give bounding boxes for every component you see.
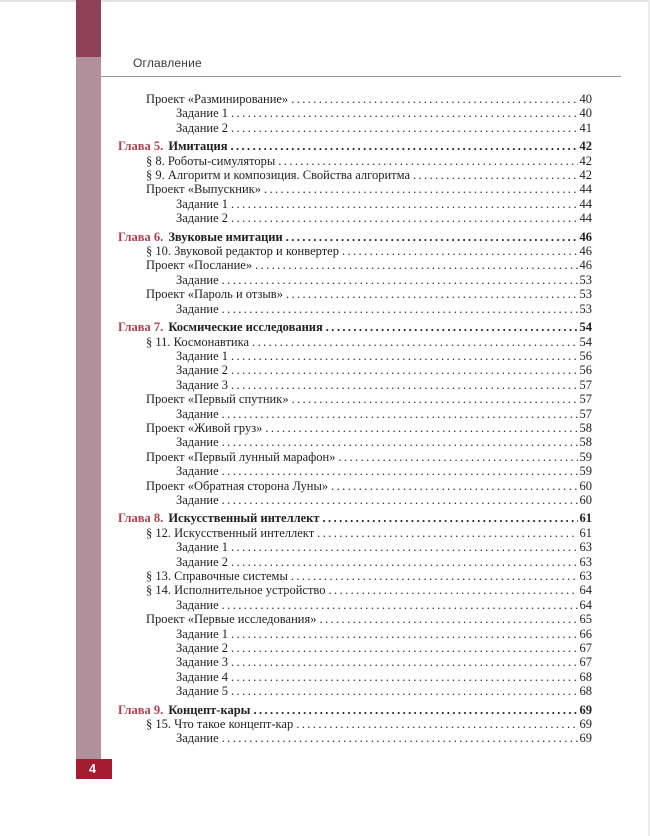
toc-entry-page: 64	[579, 597, 592, 612]
toc-entry-page: 67	[579, 655, 592, 670]
toc-entry-label: Задание	[176, 435, 219, 450]
dot-leader	[413, 168, 577, 182]
toc-entry-label: Задание	[176, 464, 219, 479]
dot-leader	[231, 349, 577, 363]
dot-leader	[291, 569, 578, 583]
toc-entry-task	[118, 197, 592, 211]
toc-entry-page: 65	[579, 612, 592, 627]
dot-leader	[286, 230, 578, 244]
toc-entry-page: 57	[579, 406, 592, 421]
toc-entry-label: Задание 5	[176, 684, 229, 699]
toc-entry-page: 56	[579, 348, 592, 363]
toc-entry-page: 59	[579, 464, 592, 479]
toc-entry-label: Задание 2	[176, 211, 229, 226]
toc-entry-page: 58	[579, 420, 592, 435]
side-strip-top-block	[76, 0, 101, 57]
dot-leader	[231, 670, 577, 684]
toc-entry-task	[118, 731, 592, 745]
toc-entry-page: 40	[579, 106, 592, 121]
toc-entry-page: 40	[579, 92, 592, 106]
chapter-title: Концепт-кары	[168, 702, 251, 717]
toc-entry-project	[118, 182, 592, 196]
toc-entry-page: 42	[579, 139, 592, 154]
toc-entry-label: Задание 3	[176, 377, 229, 392]
toc-entry-task	[118, 349, 592, 363]
toc-entry-page: 60	[579, 492, 592, 507]
dot-leader	[231, 555, 577, 569]
dot-leader	[231, 655, 577, 669]
toc-entry-page: 57	[579, 392, 592, 407]
toc-entry-label: § 11. Космонавтика	[146, 334, 250, 349]
toc-entry-project	[118, 450, 592, 464]
toc-entry-label: Задание 1	[176, 540, 229, 555]
toc-entry-page: 68	[579, 684, 592, 699]
dot-leader	[231, 378, 577, 392]
toc-entry-section	[118, 526, 592, 540]
toc-entry-label: § 14. Исполнительное устройство	[146, 583, 326, 598]
toc-entry-task	[118, 363, 592, 377]
dot-leader	[231, 627, 577, 641]
dot-leader	[231, 540, 577, 554]
toc-entry-label: Проект «Первый лунный марафон»	[146, 449, 336, 464]
toc-entry-label: Задание 2	[176, 641, 229, 656]
toc-entry-task	[118, 378, 592, 392]
toc-entry-page: 42	[579, 153, 592, 168]
toc-entry-label: Проект «Обратная сторона Луны»	[146, 478, 329, 493]
toc-entry-task	[118, 211, 592, 225]
dot-leader	[222, 407, 578, 421]
toc-entry-page: 58	[579, 435, 592, 450]
toc-entry-page: 63	[579, 554, 592, 569]
toc-entry-chapter	[118, 703, 592, 717]
toc-entry-label: Задание	[176, 731, 219, 746]
toc-entry-label: Проект «Выпускник»	[146, 182, 261, 197]
toc-entry-task	[118, 302, 592, 316]
dot-leader	[319, 612, 577, 626]
toc-entry-label	[118, 139, 227, 153]
dot-leader	[231, 197, 577, 211]
chapter-number-label: Глава 7.	[118, 320, 164, 335]
chapter-title: Космические исследования	[168, 320, 323, 335]
toc-entry-page: 61	[579, 511, 592, 526]
toc-entry-chapter	[118, 139, 592, 153]
toc-entry-task	[118, 655, 592, 669]
toc-entry-chapter	[118, 511, 592, 525]
toc-entry-label: Проект «Первые исследования»	[146, 612, 317, 627]
toc-entry-label: Задание 4	[176, 669, 229, 684]
toc-entry-task	[118, 407, 592, 421]
toc-entry-label: Проект «Первый спутник»	[146, 392, 289, 407]
toc-entry-task	[118, 670, 592, 684]
page-number-badge	[76, 759, 112, 779]
toc-entry-project	[118, 258, 592, 272]
toc-entry-page: 53	[579, 287, 592, 302]
toc-entry-label	[118, 511, 320, 525]
toc-entry-label: Задание 1	[176, 626, 229, 641]
toc-entry-section	[118, 244, 592, 258]
toc-entry-page: 66	[579, 626, 592, 641]
toc-entry-label	[118, 230, 283, 244]
dot-leader	[230, 139, 577, 153]
dot-leader	[255, 258, 577, 272]
dot-leader	[222, 493, 578, 507]
toc-entry-label: § 10. Звуковой редактор и конвертер	[146, 244, 339, 259]
page-number: 4	[89, 762, 96, 776]
toc-entry-page: 57	[579, 377, 592, 392]
toc-entry-project	[118, 421, 592, 435]
toc-entry-page: 60	[579, 478, 592, 493]
toc-entry-label: § 8. Роботы-симуляторы	[146, 153, 276, 168]
toc-entry-page: 44	[579, 211, 592, 226]
toc-entry-label: Задание 1	[176, 348, 229, 363]
toc-entry-label: § 12. Искусственный интеллект	[146, 525, 315, 540]
toc-entry-section	[118, 168, 592, 182]
dot-leader	[222, 302, 578, 316]
toc-entry-page: 53	[579, 272, 592, 287]
toc-entry-label: Задание 2	[176, 120, 229, 135]
header-rule	[101, 76, 621, 77]
toc-entry-task	[118, 540, 592, 554]
dot-leader	[222, 598, 578, 612]
page-header-title: Оглавление	[133, 56, 202, 70]
toc-entry-task	[118, 435, 592, 449]
toc-entry-task	[118, 273, 592, 287]
chapter-title: Звуковые имитации	[168, 229, 283, 244]
toc-entry-page: 56	[579, 363, 592, 378]
chapter-title: Искусственный интеллект	[168, 511, 320, 526]
toc-entry-label	[118, 320, 323, 334]
dot-leader	[264, 182, 578, 196]
dot-leader	[323, 511, 578, 525]
toc-entry-section	[118, 335, 592, 349]
toc-entry-section	[118, 569, 592, 583]
dot-leader	[338, 450, 577, 464]
toc-entry-label: Проект «Живой груз»	[146, 420, 263, 435]
toc-entry-label: Задание 3	[176, 655, 229, 670]
toc-entry-project	[118, 92, 592, 106]
toc-entry-page: 64	[579, 583, 592, 598]
toc-entry-project	[118, 612, 592, 626]
dot-leader	[317, 526, 577, 540]
toc-entry-label: Задание	[176, 492, 219, 507]
toc-entry-label: § 9. Алгоритм и композиция. Свойства алгоритма	[146, 168, 411, 183]
dot-leader	[331, 479, 577, 493]
toc-entry-label: Задание	[176, 597, 219, 612]
toc-entry-page: 41	[579, 120, 592, 135]
chapter-number-label: Глава 6.	[118, 229, 164, 244]
toc-entry-page: 44	[579, 196, 592, 211]
dot-leader	[296, 717, 577, 731]
toc-entry-chapter	[118, 320, 592, 334]
dot-leader	[231, 641, 577, 655]
toc-entry-page: 54	[579, 320, 592, 335]
dot-leader	[222, 464, 578, 478]
side-strip	[76, 0, 101, 762]
toc-entry-page: 44	[579, 182, 592, 197]
toc-entry-chapter	[118, 230, 592, 244]
dot-leader	[231, 363, 577, 377]
toc-entry-task	[118, 493, 592, 507]
chapter-title: Имитация	[168, 139, 228, 154]
dot-leader	[231, 211, 577, 225]
toc-entry-page: 46	[579, 244, 592, 259]
toc-list	[118, 92, 592, 746]
dot-leader	[222, 435, 578, 449]
toc-entry-label	[118, 703, 250, 717]
toc-entry-label: § 13. Справочные системы	[146, 569, 288, 583]
dot-leader	[265, 421, 577, 435]
toc-entry-task	[118, 464, 592, 478]
toc-entry-label: Задание 1	[176, 106, 229, 121]
toc-entry-page: 53	[579, 301, 592, 316]
dot-leader	[231, 684, 577, 698]
dot-leader	[222, 731, 578, 745]
dot-leader	[231, 106, 577, 120]
toc-entry-page: 63	[579, 569, 592, 583]
toc-entry-page: 59	[579, 449, 592, 464]
toc-entry-section	[118, 583, 592, 597]
dot-leader	[222, 273, 578, 287]
toc-entry-page: 46	[579, 229, 592, 244]
toc-entry-page: 63	[579, 540, 592, 555]
toc-entry-task	[118, 121, 592, 135]
dot-leader	[292, 392, 578, 406]
toc-entry-label: Задание	[176, 406, 219, 421]
chapter-number-label: Глава 9.	[118, 702, 164, 717]
toc-entry-task	[118, 106, 592, 120]
toc-entry-label: Задание 2	[176, 554, 229, 569]
toc-entry-task	[118, 684, 592, 698]
dot-leader	[329, 583, 578, 597]
dot-leader	[231, 121, 577, 135]
dot-leader	[291, 92, 577, 106]
dot-leader	[253, 703, 577, 717]
toc-entry-task	[118, 627, 592, 641]
chapter-number-label: Глава 5.	[118, 139, 164, 154]
dot-leader	[342, 244, 578, 258]
dot-leader	[252, 335, 577, 349]
toc-entry-page: 69	[579, 717, 592, 732]
toc-entry-task	[118, 641, 592, 655]
toc-entry-section	[118, 154, 592, 168]
toc-entry-label: § 15. Что такое концепт-кар	[146, 717, 294, 732]
dot-leader	[278, 154, 577, 168]
toc-entry-page: 61	[579, 525, 592, 540]
toc-entry-project	[118, 287, 592, 301]
dot-leader	[326, 320, 578, 334]
toc-entry-page: 69	[579, 702, 592, 717]
toc-entry-section	[118, 717, 592, 731]
toc-entry-label: Проект «Разминирование»	[146, 92, 289, 106]
toc-entry-project	[118, 479, 592, 493]
toc-entry-label: Задание	[176, 272, 219, 287]
toc-entry-label: Проект «Послание»	[146, 258, 253, 273]
toc-entry-page: 69	[579, 731, 592, 746]
chapter-number-label: Глава 8.	[118, 511, 164, 526]
toc-entry-label: Задание 1	[176, 196, 229, 211]
toc-entry-page: 42	[579, 168, 592, 183]
toc-entry-project	[118, 392, 592, 406]
toc-entry-label: Задание 2	[176, 363, 229, 378]
toc-entry-page: 54	[579, 334, 592, 349]
dot-leader	[286, 287, 578, 301]
toc-entry-page: 68	[579, 669, 592, 684]
toc-entry-task	[118, 598, 592, 612]
toc-entry-page: 67	[579, 641, 592, 656]
toc-entry-page: 46	[579, 258, 592, 273]
toc-entry-label: Задание	[176, 301, 219, 316]
toc-entry-label: Проект «Пароль и отзыв»	[146, 287, 283, 302]
toc-entry-task	[118, 555, 592, 569]
